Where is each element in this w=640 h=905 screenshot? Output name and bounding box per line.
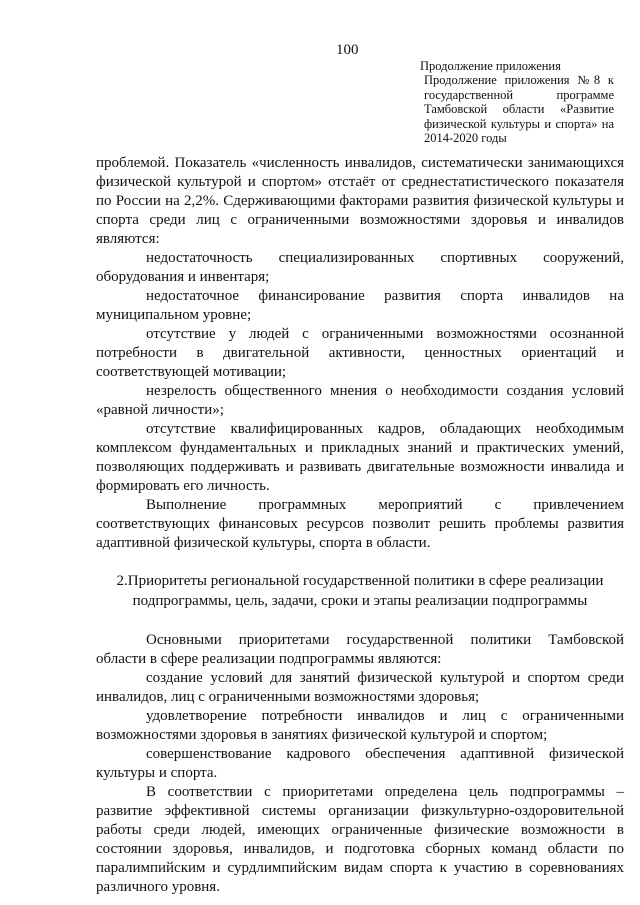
paragraph: удовлетворение потребности инвалидов и лиц с ограниченными возможностями здоровья в занятиях физической культурой и спортом;: [96, 708, 624, 743]
paragraph: отсутствие квалифицированных кадров, обладающих необходимым комплексом фундаментальных и прикладных знаний и практических умений, позволяющих поддерживать и развивать двигательные возможности инвалида и формировать его личность.: [96, 421, 624, 494]
paragraph: Основными приоритетами государственной политики Тамбовской области в сфере реализации подпрограммы являются:: [96, 632, 624, 667]
paragraph: незрелость общественного мнения о необходимости создания условий «равной личности»;: [96, 383, 624, 418]
paragraph: проблемой. Показатель «численность инвалидов, систематически занимающихся физической культурой и спортом» отстаёт от среднестатистического показателя по России на 2,2%. Сдерживающими факторами развития физической культуры и спорта среди лиц с ограниченными возможностями здоровья и инвалидов являются:: [96, 155, 624, 247]
paragraph: создание условий для занятий физической культурой и спортом среди инвалидов, лиц с ограниченными возможностями здоровья;: [96, 670, 624, 705]
document-body: [96, 154, 624, 897]
annex-reference: Продолжение приложения №8 к государственной программе Тамбовской области «Развитие физической культуры и спорта» на 2014-2020 годы: [424, 73, 614, 145]
section-heading: 2.Приоритеты региональной государственной политики в сфере реализации подпрограммы, цель, задачи, сроки и этапы реализации подпрограммы: [116, 573, 604, 609]
paragraph: недостаточность специализированных спортивных сооружений, оборудования и инвентаря;: [96, 250, 624, 285]
page-number: 100: [336, 42, 359, 58]
continuation-label: Продолжение приложения: [420, 59, 561, 73]
paragraph: Выполнение программных мероприятий с привлечением соответствующих финансовых ресурсов позволит решить проблемы развития адаптивной физической культуры, спорта в области.: [96, 497, 624, 551]
paragraph: совершенствование кадрового обеспечения адаптивной физической культуры и спорта.: [96, 746, 624, 781]
paragraph: В соответствии с приоритетами определена цель подпрограммы – развитие эффективной системы организации физкультурно-оздоровительной работы среди людей, имеющих ограниченные физические возможности в состоянии здоровья, инвалидов, и подготовка сборных команд области по паралимпийским и сурдлимпийским видам спорта к участию в соревнованиях различного уровня.: [96, 784, 624, 895]
paragraph: недостаточное финансирование развития спорта инвалидов на муниципальном уровне;: [96, 288, 624, 323]
paragraph: отсутствие у людей с ограниченными возможностями осознанной потребности в двигательной активности, ценностных ориентаций и соответствующей мотивации;: [96, 326, 624, 380]
